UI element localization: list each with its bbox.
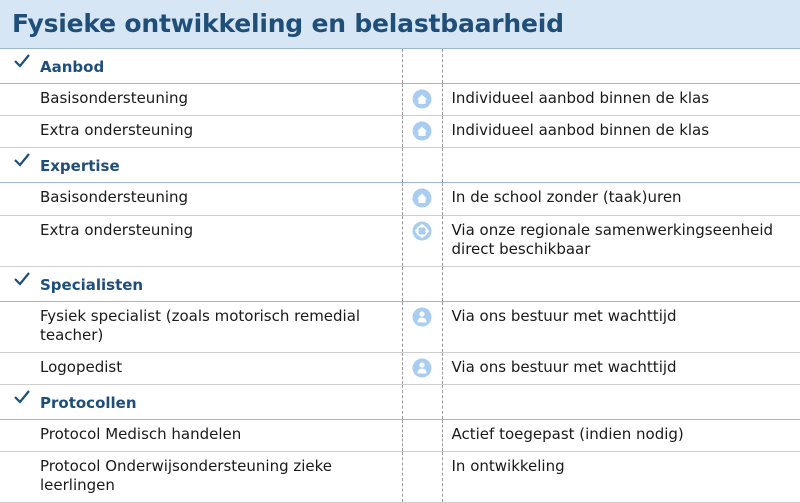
section-label: Aanbod [40, 58, 105, 76]
table-row [0, 302, 800, 353]
row-label: Basisondersteuning [0, 183, 402, 216]
support-table [0, 49, 800, 503]
check-icon [12, 151, 32, 174]
table-row [0, 183, 800, 216]
table-row [0, 452, 800, 503]
table-row [0, 216, 800, 267]
row-label: Extra ondersteuning [0, 116, 402, 148]
section-label: Protocollen [40, 394, 137, 412]
table-row [0, 420, 800, 452]
house-icon [412, 188, 432, 208]
row-label: Fysiek specialist (zoals motorisch remedial teacher) [0, 302, 402, 353]
row-value: In de school zonder (taak)uren [442, 183, 800, 216]
row-value: Via ons bestuur met wachttijd [442, 302, 800, 353]
row-label: Extra ondersteuning [0, 216, 402, 267]
section-header-protocollen[interactable] [0, 385, 800, 420]
page-header [0, 0, 800, 49]
row-value: Individueel aanbod binnen de klas [442, 116, 800, 148]
person-icon [412, 358, 432, 378]
house-icon [412, 121, 432, 141]
row-value: In ontwikkeling [442, 452, 800, 503]
check-icon [12, 52, 32, 75]
table-row [0, 116, 800, 148]
section-label: Specialisten [40, 276, 144, 294]
check-icon [12, 388, 32, 411]
row-label: Basisondersteuning [0, 84, 402, 116]
table-row [0, 353, 800, 385]
empty-icon-cell [402, 420, 442, 452]
table-row [0, 84, 800, 116]
row-label: Protocol Onderwijsondersteuning zieke leerlingen [0, 452, 402, 503]
row-value: Individueel aanbod binnen de klas [442, 84, 800, 116]
person-icon [412, 307, 432, 327]
check-icon [12, 270, 32, 293]
row-label: Protocol Medisch handelen [0, 420, 402, 452]
row-value: Via ons bestuur met wachttijd [442, 353, 800, 385]
row-value: Actief toegepast (indien nodig) [442, 420, 800, 452]
empty-icon-cell [402, 452, 442, 503]
section-label: Expertise [40, 157, 120, 175]
row-value: Via onze regionale samenwerkingseenheid direct beschikbaar [442, 216, 800, 267]
page-title: Fysieke ontwikkeling en belastbaarheid [12, 9, 564, 38]
network-icon [412, 221, 432, 241]
section-header-expertise[interactable] [0, 148, 800, 183]
section-header-aanbod[interactable] [0, 49, 800, 84]
row-label: Logopedist [0, 353, 402, 385]
house-icon [412, 89, 432, 109]
section-header-specialisten[interactable] [0, 267, 800, 302]
